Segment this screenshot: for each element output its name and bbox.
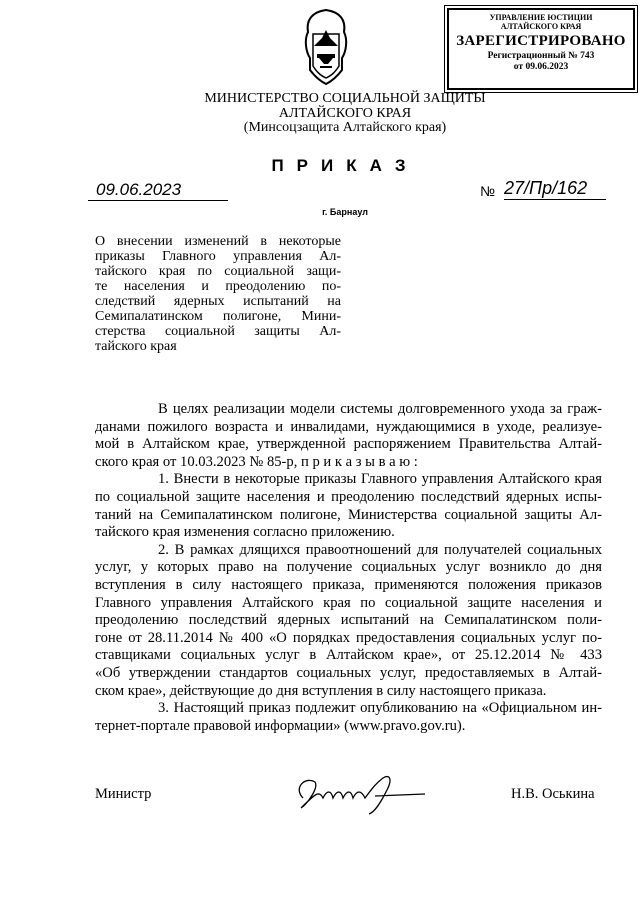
org-name-line1: МИНИСТЕРСТВО СОЦИАЛЬНОЙ ЗАЩИТЫ	[204, 91, 486, 106]
registration-stamp	[447, 8, 635, 90]
org-name-line2: АЛТАЙСКОГО КРАЯ	[278, 105, 412, 121]
signer-position: Министр	[95, 786, 152, 802]
body-paragraph	[95, 542, 602, 700]
subject-line: те населения и преодолению по-	[95, 279, 341, 294]
order-number: 27/Пр/162	[504, 178, 606, 200]
body-line: ского края от 10.03.2023 № 85-р, п р и к а з ы в а ю :	[95, 453, 418, 470]
subject-line: Семипалатинском полигоне, Мини-	[95, 309, 341, 324]
stamp-authority-region: АЛТАЙСКОГО КРАЯ	[500, 22, 582, 31]
body-line: тайского края изменения согласно приложению.	[95, 524, 395, 541]
subject-line: тайского края по социальной защи-	[95, 264, 341, 279]
signer-name: Н.В. Оськина	[511, 786, 595, 802]
body-line: преодолению последствий ядерных испытаний на Семипалатинском поли-	[95, 612, 602, 629]
stamp-reg-date: от 09.06.2023	[513, 62, 569, 72]
order-subject	[95, 234, 341, 354]
stamp-reg-number: Регистрационный № 743	[487, 51, 595, 61]
handwritten-signature	[285, 768, 445, 818]
body-line: Главного управления Алтайского края по социальной защите населения и	[95, 594, 602, 611]
subject-line: стерства социальной защиты Ал-	[95, 324, 341, 339]
body-paragraph	[95, 471, 602, 541]
stamp-authority: УПРАВЛЕНИЕ ЮСТИЦИИ	[489, 13, 593, 22]
coat-of-arms-emblem	[300, 6, 352, 86]
org-short-name: (Минсоцзащита Алтайского края)	[243, 120, 447, 135]
body-line: ставщиками социальных услуг в Алтайском крае», от 25.12.2014 № 433	[95, 647, 602, 664]
body-line: по социальной защите населения и преодолению последствий ядерных испы-	[95, 488, 602, 505]
body-line: В целях реализации модели системы долговременного ухода за граж-	[158, 401, 602, 417]
body-paragraph	[95, 700, 602, 735]
body-line: тернет-портале правовой информации» (www.pravo.gov.ru).	[95, 717, 466, 734]
stamp-status: ЗАРЕГИСТРИРОВАНО	[456, 33, 626, 49]
body-paragraph	[95, 401, 602, 471]
order-body	[95, 401, 602, 735]
body-line: 2. В рамках длящихся правоотношений для получателей социальных	[158, 541, 602, 558]
body-line: «Об утверждении стандартов социальных услуг, предоставляемых в Алтай-	[95, 664, 602, 681]
body-line: гоне от 28.11.2014 № 400 «О порядках предоставления социальных услуг по-	[95, 629, 602, 646]
body-line: вступления в силу настоящего приказа, применяются положения приказов	[95, 576, 602, 593]
city: г. Барнаул	[322, 207, 368, 217]
subject-line: следствий ядерных испытаний на	[95, 294, 341, 309]
body-line: таний на Семипалатинском полигоне, Министерства социальной защиты Ал-	[95, 506, 602, 523]
body-line: ском крае», действующие до дня вступления в силу настоящего приказа.	[95, 682, 547, 699]
subject-line: тайского края	[95, 339, 177, 354]
body-line: услуг, у которых право на получение социальных услуг возникло до дня	[95, 559, 602, 576]
document-type-title: ПРИКАЗ	[271, 156, 419, 175]
body-line: 1. Внести в некоторые приказы Главного управления Алтайского края	[158, 471, 602, 488]
subject-line: приказы Главного управления Ал-	[95, 249, 341, 264]
subject-line: О внесении изменений в некоторые	[95, 234, 341, 249]
order-date: 09.06.2023	[88, 180, 228, 201]
body-line: мой в Алтайском крае, утвержденной распоряжением Правительства Алтай-	[95, 436, 602, 453]
organization-header	[150, 92, 540, 136]
body-line: 3. Настоящий приказ подлежит опубликованию на «Официальном ин-	[158, 700, 602, 717]
body-line: данами пожилого возраста и инвалидами, нуждающимися в уходе, реализуе-	[95, 418, 602, 435]
number-label: №	[480, 183, 496, 199]
